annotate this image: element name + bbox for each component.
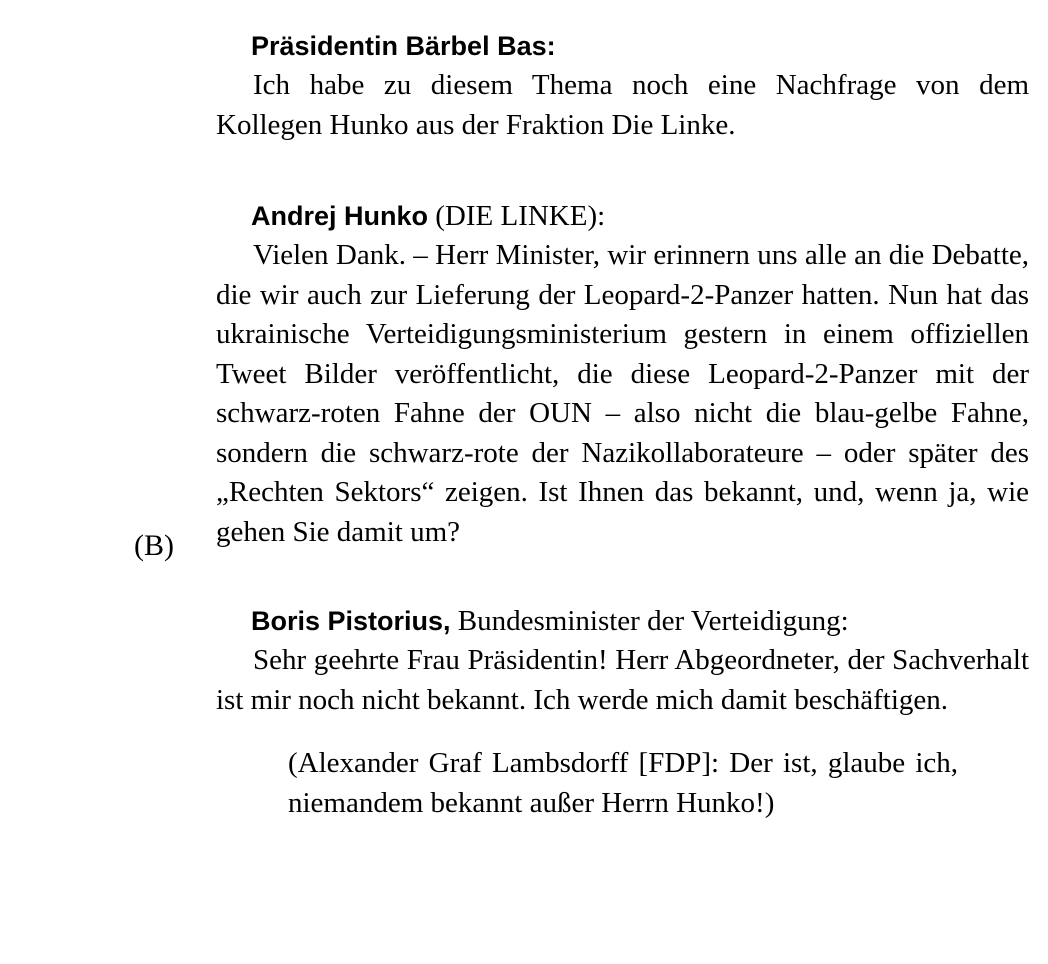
- speaker-name: Boris Pistorius,: [251, 606, 451, 636]
- speaker-affiliation: (DIE LINKE):: [428, 200, 606, 232]
- speech-text: Vielen Dank. – Herr Minister, wir erinnern uns alle an die Debatte, die wir auch zur Lieferung der Leopard-2-Panzer hatten. Nun hat das ukrainische Verteidigungsministerium gestern in einem offiziellen Tweet Bilder veröffentlicht, die diese Leopard-2-Panzer mit der schwarz-roten Fahne der OUN – also nicht die blau-gelbe Fahne, sondern die schwarz-rote der Nazikollaborateure – oder später des „Rechten Sektors“ zeigen. Ist Ihnen das bekannt, und, wenn ja, wie gehen Sie damit um?: [216, 239, 1029, 548]
- margin-marker: (B): [134, 529, 174, 562]
- speech-text: Ich habe zu diesem Thema noch eine Nachfrage von dem Kollegen Hunko aus der Fraktion Die Linke.: [216, 69, 1029, 141]
- speaker-line: [216, 197, 1029, 236]
- speaker-line: [216, 602, 1029, 641]
- speaker-name: Präsidentin Bärbel Bas:: [251, 31, 556, 61]
- speech-praesidentin: [216, 27, 1029, 145]
- speaker-line: [216, 27, 1029, 66]
- speech-hunko: [216, 197, 1029, 552]
- interjection: (Alexander Graf Lambsdorff [FDP]: Der ist, glaube ich, niemandem bekannt außer Herrn Hunko!): [288, 747, 958, 819]
- protocol-column: [216, 27, 1029, 823]
- speaker-name: Andrej Hunko: [251, 201, 429, 231]
- speaker-affiliation: Bundesminister der Verteidigung:: [450, 605, 849, 637]
- speech-pistorius: [216, 602, 1029, 720]
- speech-text: Sehr geehrte Frau Präsidentin! Herr Abgeordneter, der Sachverhalt ist mir noch nicht bekannt. Ich werde mich damit beschäftigen.: [216, 644, 1029, 716]
